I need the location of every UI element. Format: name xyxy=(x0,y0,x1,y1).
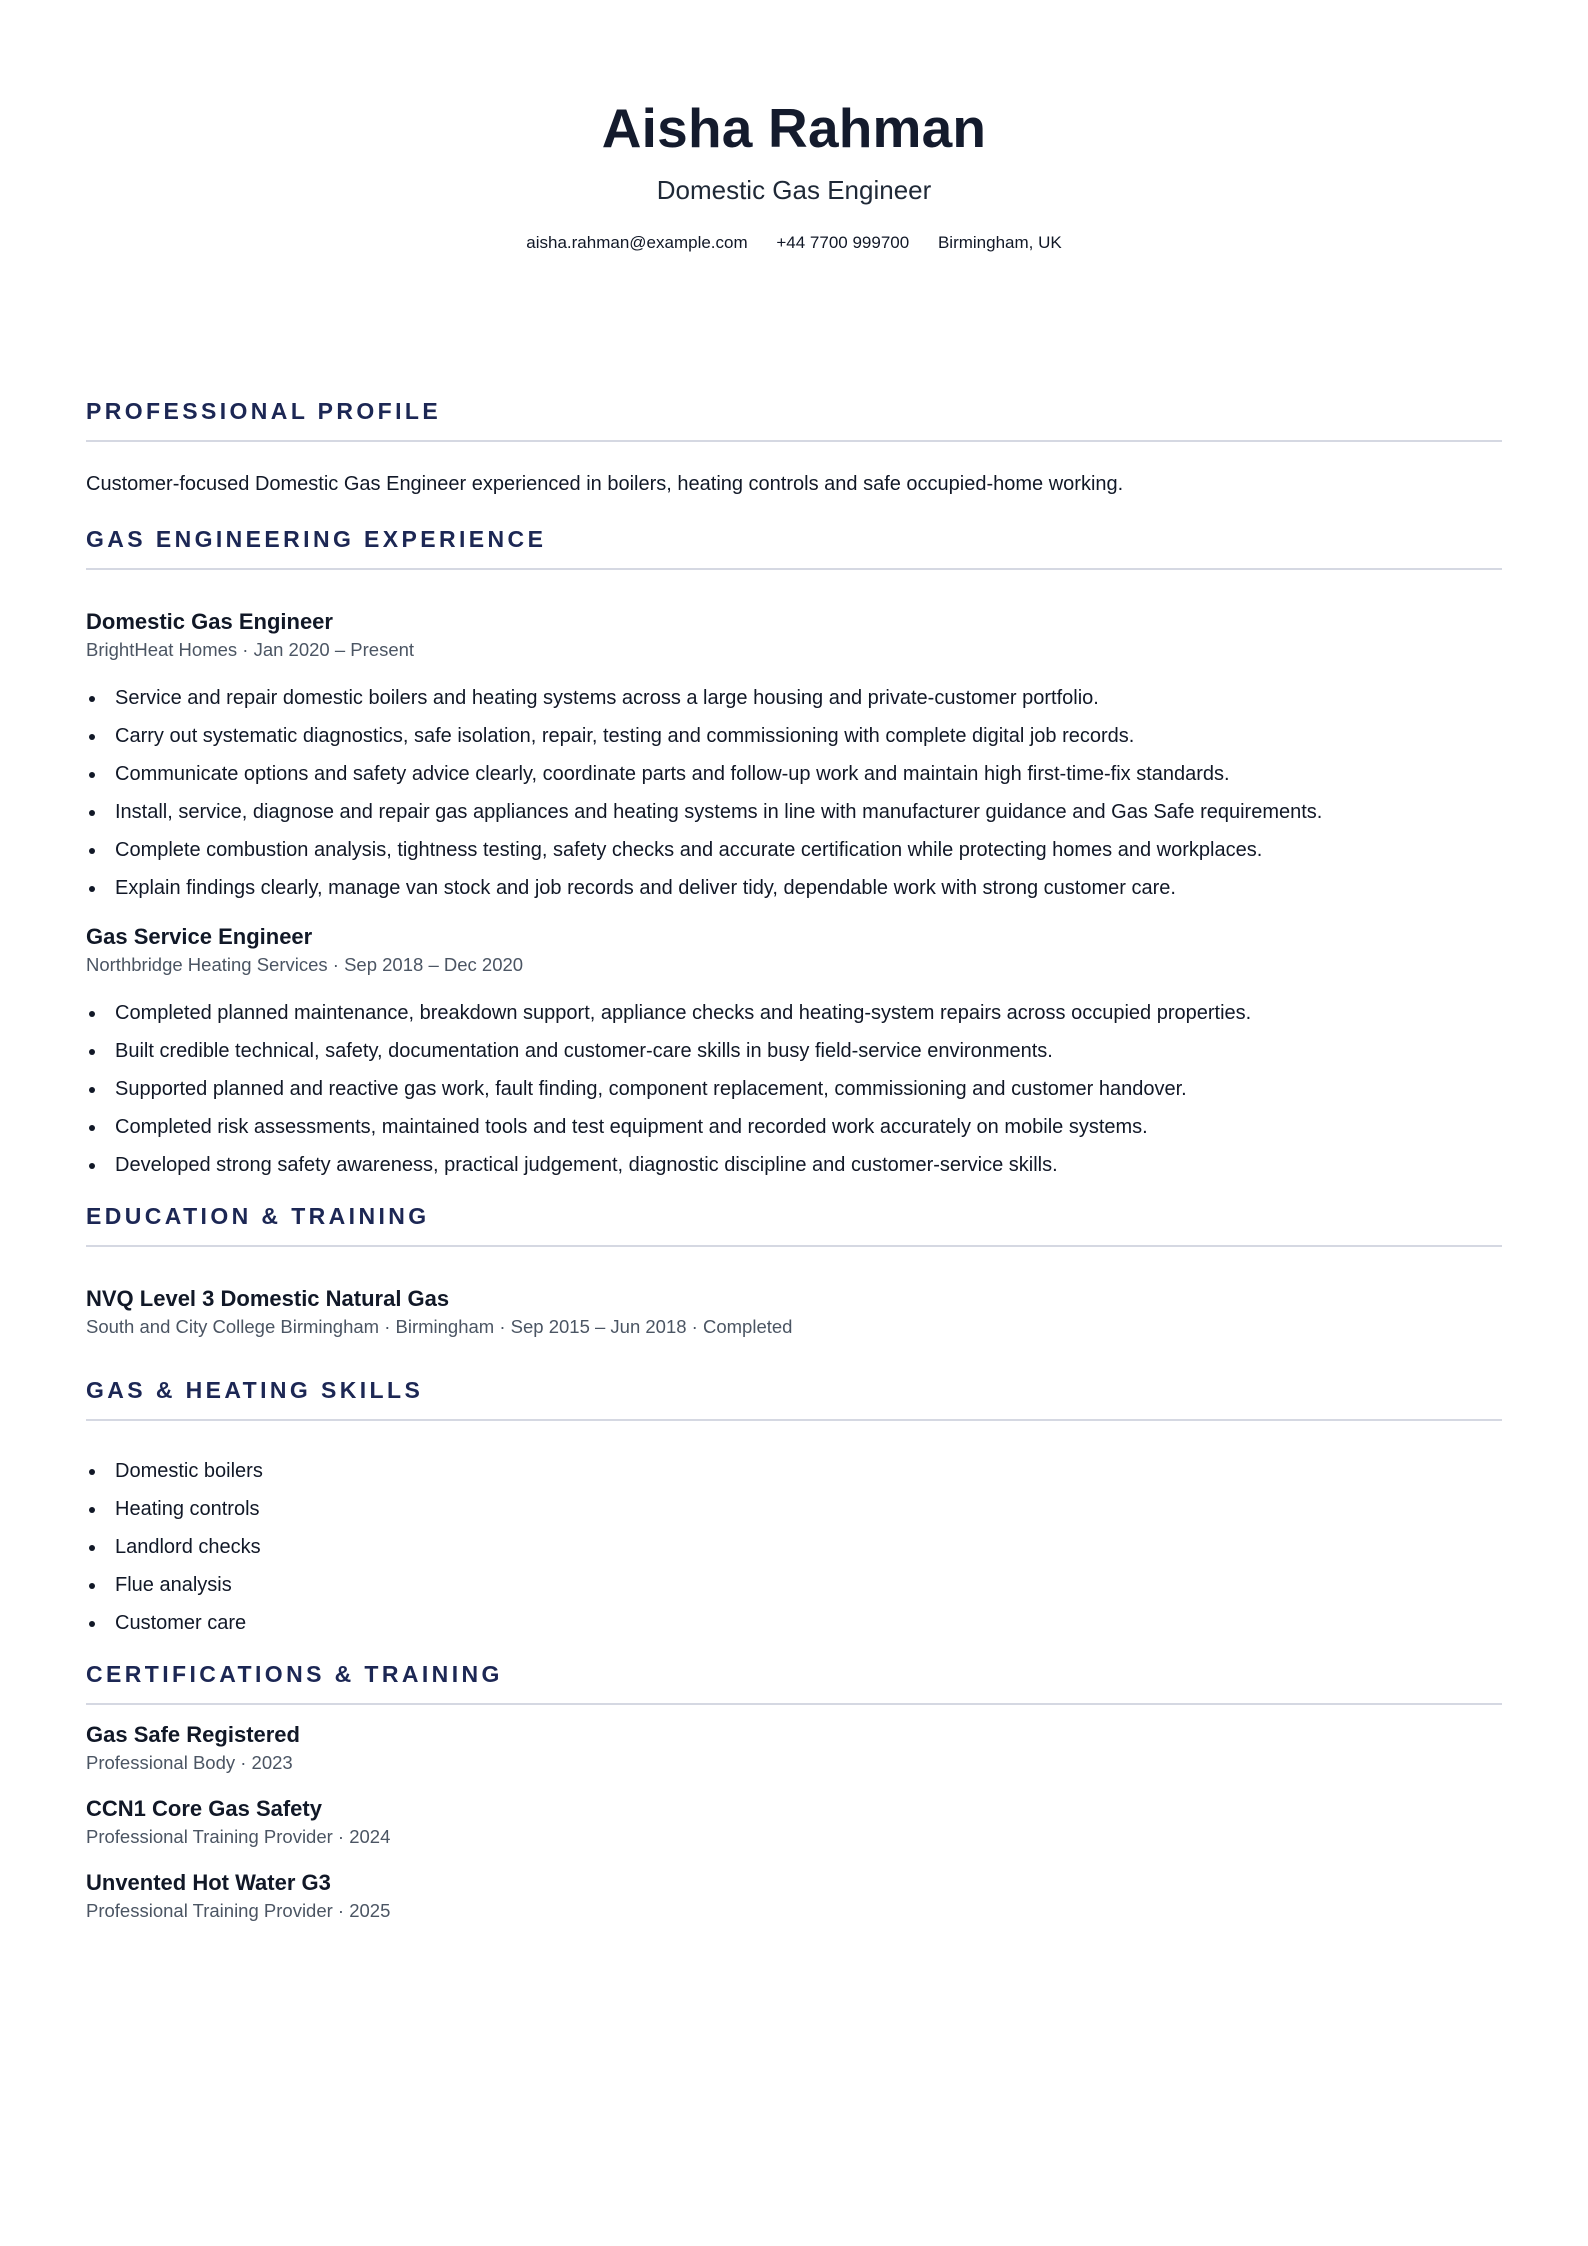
certification-entry xyxy=(86,1721,1502,1775)
job-bullets xyxy=(86,999,1502,1179)
list-item: Carry out systematic diagnostics, safe isolation, repair, testing and commissioning with complete digital job records. xyxy=(86,722,1502,750)
skills-section xyxy=(86,1375,1502,1637)
contact-line xyxy=(86,232,1502,254)
section-heading-profile: PROFESSIONAL PROFILE xyxy=(86,398,442,424)
skill-item: Customer care xyxy=(86,1609,1502,1637)
section-divider xyxy=(86,1703,1502,1705)
list-item: Built credible technical, safety, documentation and customer-care skills in busy field-service environments. xyxy=(86,1037,1502,1065)
list-item: Install, service, diagnose and repair gas appliances and heating systems in line with manufacturer guidance and Gas Safe requirements. xyxy=(86,798,1502,826)
section-heading-education: EDUCATION & TRAINING xyxy=(86,1203,430,1229)
candidate-title: Domestic Gas Engineer xyxy=(656,175,932,205)
section-divider xyxy=(86,1419,1502,1421)
section-heading-experience: GAS ENGINEERING EXPERIENCE xyxy=(86,526,547,552)
section-heading-skills: GAS & HEATING SKILLS xyxy=(86,1377,424,1403)
certification-meta: Professional Body · 2023 xyxy=(86,1752,293,1773)
section-divider xyxy=(86,568,1502,570)
certification-meta: Professional Training Provider · 2025 xyxy=(86,1900,391,1921)
certifications-section xyxy=(86,1659,1502,1923)
job-title: Gas Service Engineer xyxy=(86,924,313,949)
certification-entry xyxy=(86,1869,1502,1923)
skill-item: Flue analysis xyxy=(86,1571,1502,1599)
list-item: Developed strong safety awareness, practical judgement, diagnostic discipline and customer-service skills. xyxy=(86,1151,1502,1179)
list-item: Supported planned and reactive gas work, fault finding, component replacement, commissioning and customer handover. xyxy=(86,1075,1502,1103)
profile-section xyxy=(86,396,1502,498)
certification-entry xyxy=(86,1795,1502,1849)
job-title: Domestic Gas Engineer xyxy=(86,609,333,634)
section-heading-certifications: CERTIFICATIONS & TRAINING xyxy=(86,1661,503,1687)
skill-item: Domestic boilers xyxy=(86,1457,1502,1485)
contact-phone: +44 7700 999700 xyxy=(776,233,910,252)
list-item: Completed risk assessments, maintained tools and test equipment and recorded work accurately on mobile systems. xyxy=(86,1113,1502,1141)
list-item: Complete combustion analysis, tightness testing, safety checks and accurate certification while protecting homes and workplaces. xyxy=(86,836,1502,864)
education-meta: South and City College Birmingham · Birmingham · Sep 2015 – Jun 2018 · Completed xyxy=(86,1316,793,1337)
list-item: Completed planned maintenance, breakdown support, appliance checks and heating-system repairs across occupied properties. xyxy=(86,999,1502,1027)
certification-title: Unvented Hot Water G3 xyxy=(86,1870,331,1895)
experience-section xyxy=(86,524,1502,1179)
list-item: Service and repair domestic boilers and heating systems across a large housing and private-customer portfolio. xyxy=(86,684,1502,712)
job-bullets xyxy=(86,684,1502,902)
certification-title: CCN1 Core Gas Safety xyxy=(86,1796,322,1821)
certification-meta: Professional Training Provider · 2024 xyxy=(86,1826,391,1847)
resume-header xyxy=(86,0,1502,254)
section-divider xyxy=(86,1245,1502,1247)
job-entry xyxy=(86,923,1502,1179)
education-title: NVQ Level 3 Domestic Natural Gas xyxy=(86,1286,450,1311)
candidate-name: Aisha Rahman xyxy=(601,97,987,159)
skill-item: Heating controls xyxy=(86,1495,1502,1523)
job-meta: BrightHeat Homes · Jan 2020 – Present xyxy=(86,639,415,660)
skills-list xyxy=(86,1457,1502,1637)
list-item: Communicate options and safety advice clearly, coordinate parts and follow-up work and maintain high first-time-fix standards. xyxy=(86,760,1502,788)
education-entry xyxy=(86,1285,1502,1339)
job-entry xyxy=(86,608,1502,902)
job-meta: Northbridge Heating Services · Sep 2018 – Dec 2020 xyxy=(86,954,524,975)
list-item: Explain findings clearly, manage van stock and job records and deliver tidy, dependable work with strong customer care. xyxy=(86,874,1502,902)
contact-location: Birmingham, UK xyxy=(937,233,1062,252)
profile-summary: Customer-focused Domestic Gas Engineer experienced in boilers, heating controls and safe occupied-home working. xyxy=(86,473,1124,495)
certification-title: Gas Safe Registered xyxy=(86,1722,300,1747)
section-divider xyxy=(86,440,1502,442)
contact-email: aisha.rahman@example.com xyxy=(526,233,748,252)
education-section xyxy=(86,1201,1502,1339)
skill-item: Landlord checks xyxy=(86,1533,1502,1561)
